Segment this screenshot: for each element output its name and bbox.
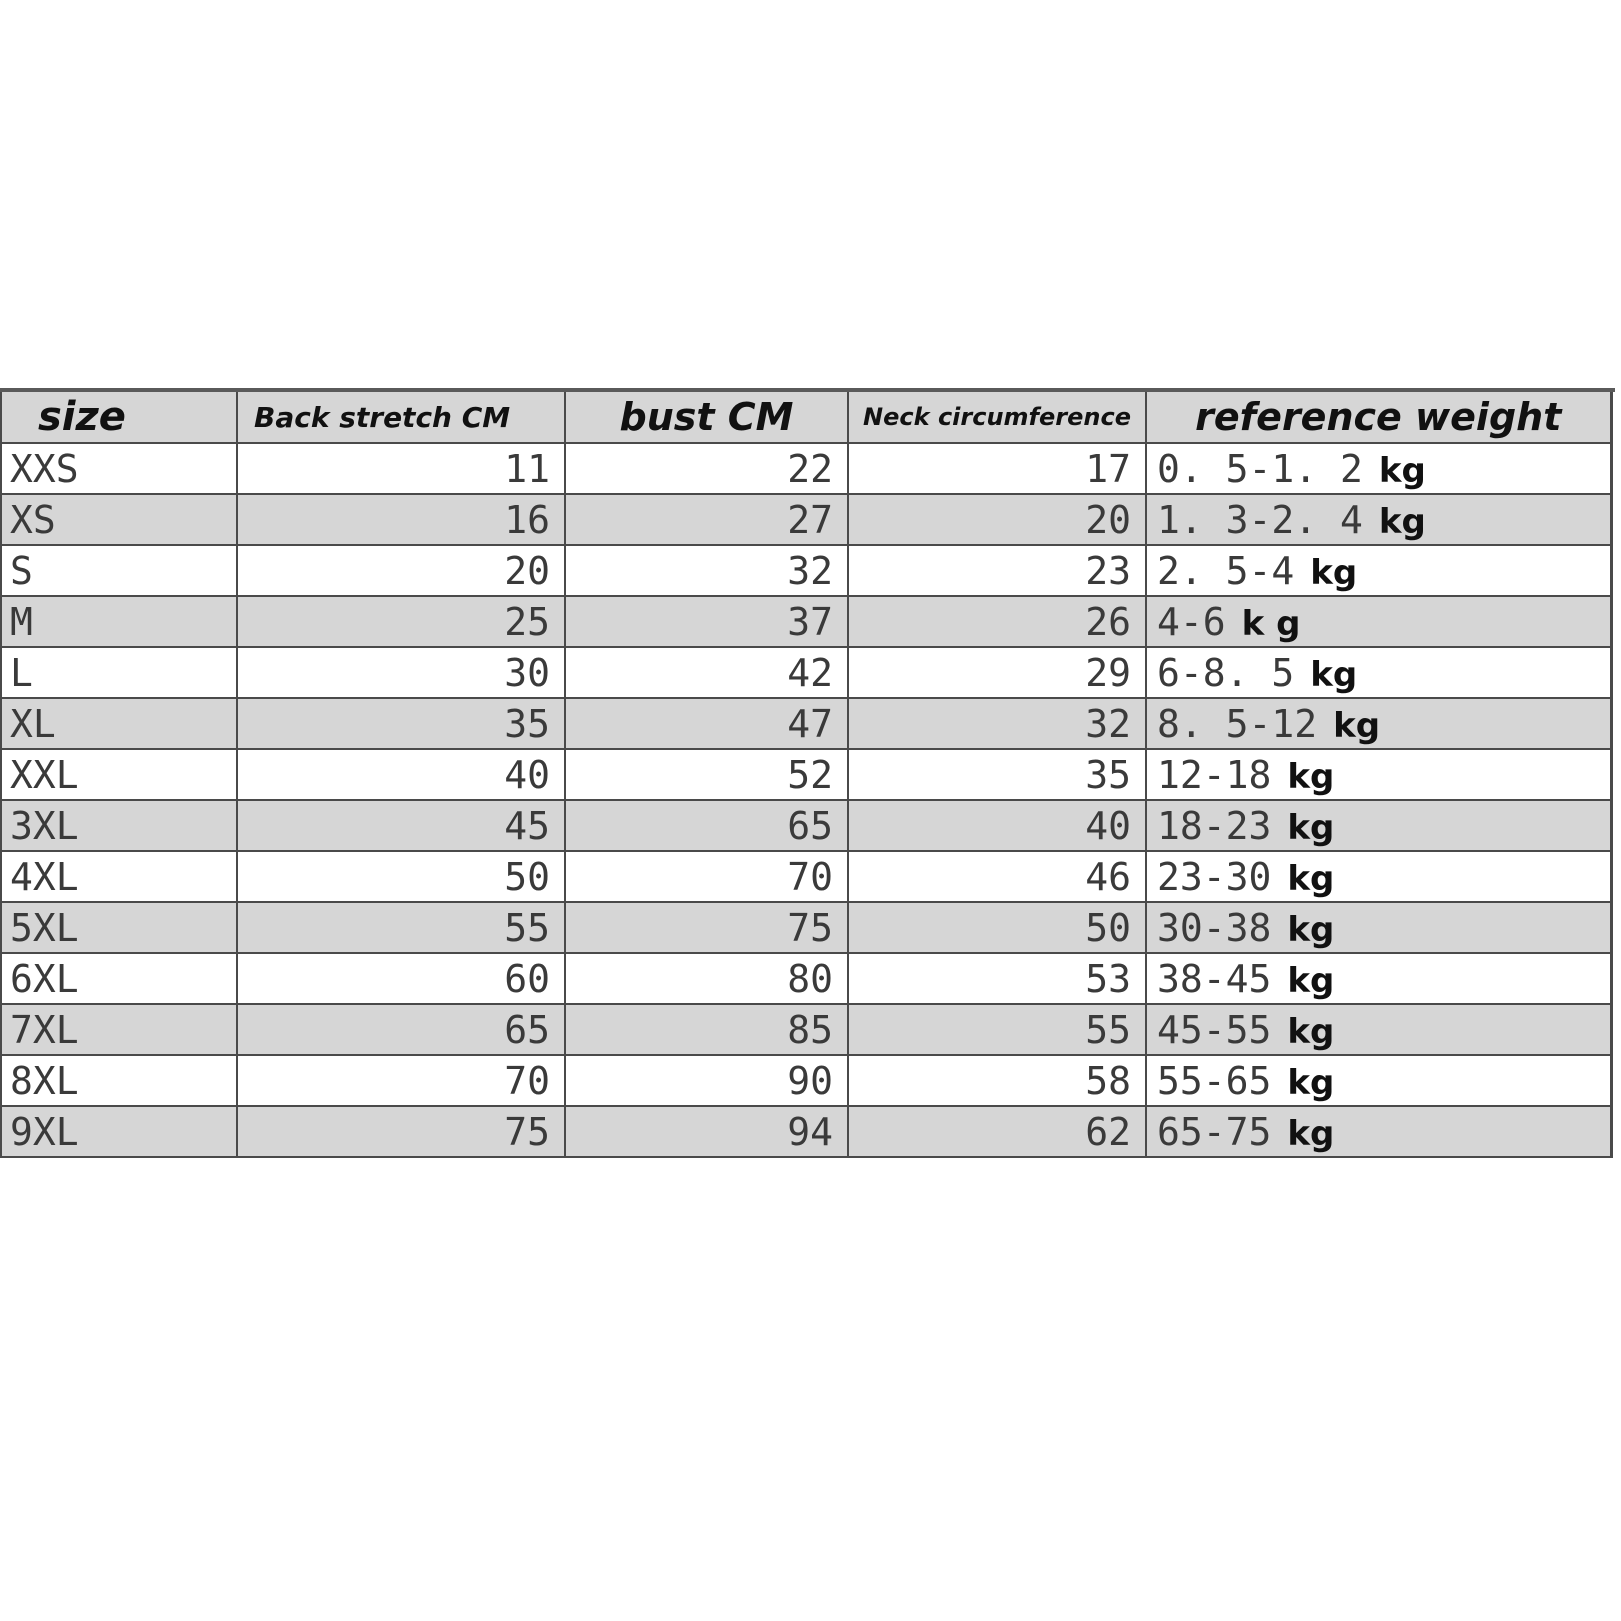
cell-back-stretch: 65 [237, 1004, 565, 1055]
weight-range: 0. 5-1. 2 [1157, 446, 1363, 491]
table-row [1, 1055, 1615, 1106]
cell-neck: 55 [848, 1004, 1146, 1055]
right-edge [1611, 390, 1615, 443]
weight-range: 30-38 [1157, 905, 1272, 950]
right-edge [1611, 902, 1615, 953]
cell-reference-weight [1146, 953, 1611, 1004]
table-row [1, 647, 1615, 698]
weight-unit: kg [1287, 1113, 1335, 1154]
weight-unit: kg [1378, 501, 1426, 542]
right-edge [1611, 800, 1615, 851]
table-row [1, 851, 1615, 902]
weight-unit: kg [1310, 654, 1358, 695]
table-row [1, 800, 1615, 851]
cell-size: L [1, 647, 237, 698]
table-row [1, 545, 1615, 596]
cell-neck: 58 [848, 1055, 1146, 1106]
cell-bust: 75 [565, 902, 848, 953]
cell-back-stretch: 55 [237, 902, 565, 953]
cell-reference-weight [1146, 1055, 1611, 1106]
cell-neck: 26 [848, 596, 1146, 647]
table-row [1, 443, 1615, 494]
cell-back-stretch: 60 [237, 953, 565, 1004]
cell-back-stretch: 25 [237, 596, 565, 647]
weight-unit: k g [1241, 603, 1301, 644]
table-row [1, 749, 1615, 800]
cell-back-stretch: 45 [237, 800, 565, 851]
cell-bust: 37 [565, 596, 848, 647]
weight-range: 65-75 [1157, 1109, 1272, 1154]
right-edge [1611, 545, 1615, 596]
weight-unit: kg [1287, 909, 1335, 950]
cell-size: 9XL [1, 1106, 237, 1157]
weight-range: 4-6 [1157, 599, 1226, 644]
cell-back-stretch: 11 [237, 443, 565, 494]
cell-reference-weight [1146, 749, 1611, 800]
right-edge [1611, 443, 1615, 494]
weight-range: 55-65 [1157, 1058, 1272, 1103]
cell-size: S [1, 545, 237, 596]
cell-reference-weight [1146, 443, 1611, 494]
cell-reference-weight [1146, 698, 1611, 749]
cell-size: 8XL [1, 1055, 237, 1106]
cell-neck: 32 [848, 698, 1146, 749]
table-row [1, 902, 1615, 953]
table-row [1, 698, 1615, 749]
cell-size: M [1, 596, 237, 647]
header-size: size [1, 390, 237, 443]
right-edge [1611, 494, 1615, 545]
weight-range: 12-18 [1157, 752, 1272, 797]
cell-size: XXS [1, 443, 237, 494]
weight-range: 8. 5-12 [1157, 701, 1318, 746]
cell-size: 3XL [1, 800, 237, 851]
right-edge [1611, 749, 1615, 800]
cell-bust: 22 [565, 443, 848, 494]
cell-back-stretch: 20 [237, 545, 565, 596]
weight-range: 2. 5-4 [1157, 548, 1295, 593]
header-bust: bust CM [565, 390, 848, 443]
cell-reference-weight [1146, 596, 1611, 647]
cell-reference-weight [1146, 902, 1611, 953]
header-neck-circumference: Neck circumference [848, 390, 1146, 443]
cell-neck: 40 [848, 800, 1146, 851]
weight-unit: kg [1287, 960, 1335, 1001]
cell-reference-weight [1146, 800, 1611, 851]
right-edge [1611, 647, 1615, 698]
cell-bust: 94 [565, 1106, 848, 1157]
cell-size: 7XL [1, 1004, 237, 1055]
cell-size: 6XL [1, 953, 237, 1004]
weight-range: 1. 3-2. 4 [1157, 497, 1363, 542]
weight-unit: kg [1378, 450, 1426, 491]
cell-size: XL [1, 698, 237, 749]
right-edge [1611, 851, 1615, 902]
table-row [1, 1106, 1615, 1157]
cell-neck: 62 [848, 1106, 1146, 1157]
right-edge [1611, 1004, 1615, 1055]
header-row [1, 390, 1615, 443]
cell-back-stretch: 16 [237, 494, 565, 545]
table-row [1, 596, 1615, 647]
cell-bust: 90 [565, 1055, 848, 1106]
cell-bust: 52 [565, 749, 848, 800]
weight-range: 45-55 [1157, 1007, 1272, 1052]
right-edge [1611, 698, 1615, 749]
cell-neck: 23 [848, 545, 1146, 596]
table-row [1, 953, 1615, 1004]
weight-range: 23-30 [1157, 854, 1272, 899]
cell-neck: 29 [848, 647, 1146, 698]
cell-back-stretch: 50 [237, 851, 565, 902]
cell-bust: 80 [565, 953, 848, 1004]
cell-bust: 85 [565, 1004, 848, 1055]
cell-bust: 65 [565, 800, 848, 851]
cell-size: XS [1, 494, 237, 545]
cell-bust: 47 [565, 698, 848, 749]
weight-unit: kg [1310, 552, 1358, 593]
table-row [1, 1004, 1615, 1055]
cell-neck: 35 [848, 749, 1146, 800]
cell-reference-weight [1146, 647, 1611, 698]
cell-neck: 20 [848, 494, 1146, 545]
table-body [1, 443, 1615, 1157]
right-edge [1611, 596, 1615, 647]
size-chart-table [0, 388, 1615, 1158]
header-back-stretch: Back stretch CM [237, 390, 565, 443]
cell-neck: 17 [848, 443, 1146, 494]
weight-range: 38-45 [1157, 956, 1272, 1001]
weight-unit: kg [1287, 807, 1335, 848]
weight-unit: kg [1333, 705, 1381, 746]
cell-reference-weight [1146, 1106, 1611, 1157]
cell-bust: 42 [565, 647, 848, 698]
cell-neck: 53 [848, 953, 1146, 1004]
right-edge [1611, 1055, 1615, 1106]
weight-unit: kg [1287, 858, 1335, 899]
cell-reference-weight [1146, 1004, 1611, 1055]
weight-unit: kg [1287, 1062, 1335, 1103]
cell-reference-weight [1146, 851, 1611, 902]
cell-back-stretch: 30 [237, 647, 565, 698]
cell-bust: 32 [565, 545, 848, 596]
cell-back-stretch: 40 [237, 749, 565, 800]
weight-unit: kg [1287, 1011, 1335, 1052]
weight-unit: kg [1287, 756, 1335, 797]
right-edge [1611, 953, 1615, 1004]
right-edge [1611, 1106, 1615, 1157]
cell-reference-weight [1146, 545, 1611, 596]
cell-size: 5XL [1, 902, 237, 953]
weight-range: 18-23 [1157, 803, 1272, 848]
cell-neck: 50 [848, 902, 1146, 953]
cell-size: XXL [1, 749, 237, 800]
cell-neck: 46 [848, 851, 1146, 902]
cell-bust: 70 [565, 851, 848, 902]
cell-size: 4XL [1, 851, 237, 902]
cell-back-stretch: 70 [237, 1055, 565, 1106]
cell-back-stretch: 35 [237, 698, 565, 749]
cell-bust: 27 [565, 494, 848, 545]
weight-range: 6-8. 5 [1157, 650, 1295, 695]
cell-back-stretch: 75 [237, 1106, 565, 1157]
header-reference-weight: reference weight [1146, 390, 1611, 443]
cell-reference-weight [1146, 494, 1611, 545]
table-row [1, 494, 1615, 545]
